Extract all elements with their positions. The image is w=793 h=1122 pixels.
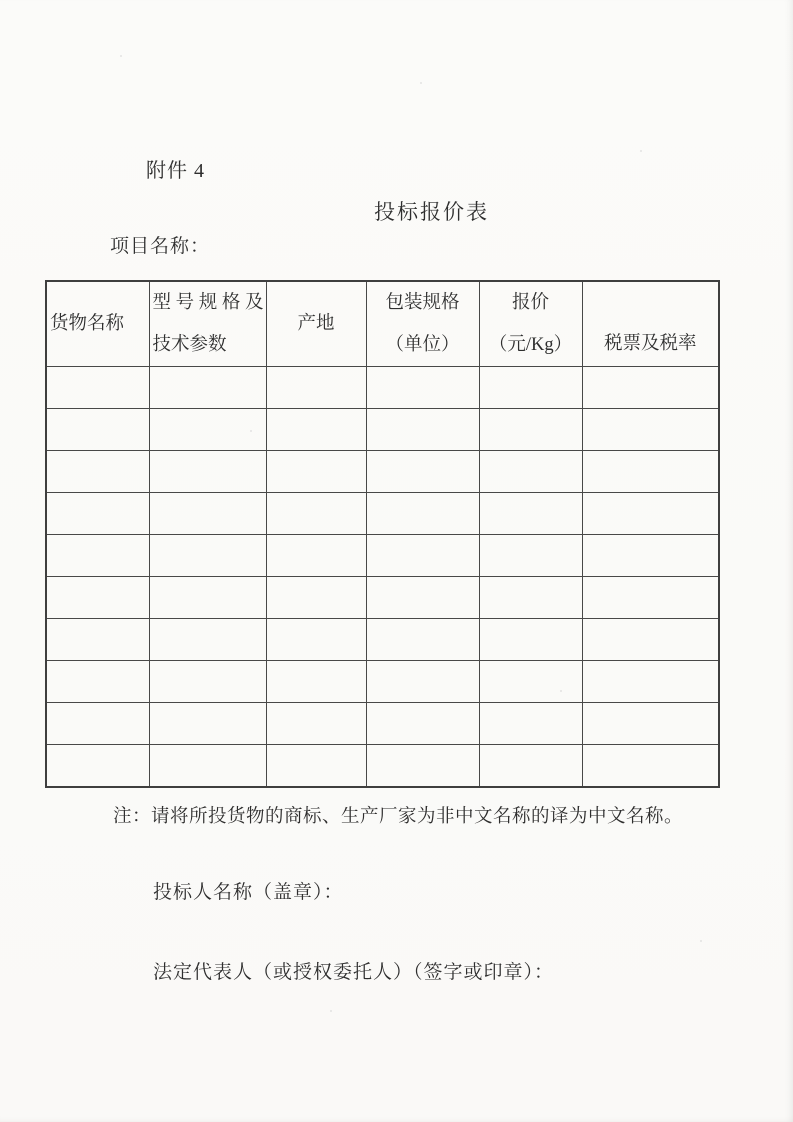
empty-cell bbox=[366, 703, 479, 745]
empty-cell bbox=[582, 367, 719, 409]
column-header-tax-rate bbox=[582, 281, 719, 367]
empty-table-row bbox=[46, 493, 719, 535]
empty-cell bbox=[46, 661, 149, 703]
empty-cell bbox=[366, 451, 479, 493]
empty-cell bbox=[46, 577, 149, 619]
empty-cell bbox=[149, 451, 266, 493]
empty-cell bbox=[149, 535, 266, 577]
attachment-label: 附件 4 bbox=[146, 160, 205, 182]
empty-cell bbox=[582, 409, 719, 451]
empty-cell bbox=[149, 745, 266, 787]
empty-cell bbox=[266, 451, 366, 493]
column-header-label-line2: （单位） bbox=[385, 335, 460, 355]
scan-noise-dot bbox=[420, 82, 422, 84]
empty-table-row bbox=[46, 535, 719, 577]
column-header-packaging-spec bbox=[366, 281, 479, 367]
scan-noise-dot bbox=[560, 690, 562, 692]
project-name-label: 项目名称： bbox=[110, 236, 211, 257]
empty-table-row bbox=[46, 577, 719, 619]
scan-noise-dot bbox=[120, 55, 122, 57]
empty-table-row bbox=[46, 745, 719, 787]
empty-cell bbox=[266, 577, 366, 619]
empty-cell bbox=[149, 619, 266, 661]
empty-cell bbox=[266, 367, 366, 409]
empty-cell bbox=[366, 493, 479, 535]
empty-cell bbox=[149, 367, 266, 409]
empty-table-row bbox=[46, 409, 719, 451]
scan-noise-dot bbox=[700, 940, 702, 942]
empty-table-row bbox=[46, 367, 719, 409]
empty-cell bbox=[582, 535, 719, 577]
empty-cell bbox=[582, 619, 719, 661]
scan-noise-dot bbox=[250, 430, 252, 432]
empty-cell bbox=[266, 409, 366, 451]
empty-cell bbox=[46, 535, 149, 577]
empty-cell bbox=[582, 451, 719, 493]
empty-cell bbox=[366, 409, 479, 451]
column-header-label-line1: 报价 bbox=[511, 293, 549, 313]
empty-cell bbox=[479, 703, 582, 745]
empty-cell bbox=[266, 619, 366, 661]
note-text: 注：请将所投货物的商标、生产厂家为非中文名称的译为中文名称。 bbox=[113, 807, 684, 827]
page-title: 投标报价表 bbox=[374, 200, 489, 224]
column-header-goods-name bbox=[46, 281, 149, 367]
table-header-row bbox=[46, 281, 719, 367]
empty-cell bbox=[366, 577, 479, 619]
empty-cell bbox=[479, 493, 582, 535]
empty-cell bbox=[479, 745, 582, 787]
quotation-table bbox=[45, 280, 720, 788]
empty-cell bbox=[366, 745, 479, 787]
empty-cell bbox=[582, 745, 719, 787]
empty-cell bbox=[366, 661, 479, 703]
empty-cell bbox=[46, 745, 149, 787]
column-header-label: 税票及税率 bbox=[603, 334, 697, 354]
bidder-name-label: 投标人名称（盖章）： bbox=[153, 882, 344, 903]
column-header-price bbox=[479, 281, 582, 367]
empty-cell bbox=[582, 493, 719, 535]
legal-representative-label: 法定代表人（或授权委托人）（签字或印章）： bbox=[153, 962, 555, 983]
empty-cell bbox=[479, 535, 582, 577]
empty-cell bbox=[266, 535, 366, 577]
column-header-label-line1: 包装规格 bbox=[385, 293, 460, 313]
empty-cell bbox=[149, 409, 266, 451]
empty-cell bbox=[479, 367, 582, 409]
empty-cell bbox=[479, 451, 582, 493]
column-header-label: 货物名称 bbox=[50, 314, 125, 334]
empty-cell bbox=[46, 619, 149, 661]
empty-cell bbox=[366, 535, 479, 577]
empty-cell bbox=[149, 577, 266, 619]
empty-table-row bbox=[46, 451, 719, 493]
empty-cell bbox=[582, 703, 719, 745]
empty-cell bbox=[479, 409, 582, 451]
empty-cell bbox=[366, 367, 479, 409]
scan-noise-dot bbox=[640, 150, 642, 152]
empty-cell bbox=[46, 409, 149, 451]
empty-cell bbox=[149, 493, 266, 535]
empty-cell bbox=[266, 703, 366, 745]
column-header-origin bbox=[266, 281, 366, 367]
column-header-label-line2: 技术参数 bbox=[152, 335, 227, 355]
column-header-label-line1: 型 号 规 格 及 bbox=[152, 293, 264, 313]
empty-cell bbox=[46, 367, 149, 409]
empty-cell bbox=[479, 661, 582, 703]
empty-cell bbox=[149, 661, 266, 703]
empty-cell bbox=[266, 661, 366, 703]
empty-cell bbox=[582, 577, 719, 619]
empty-table-row bbox=[46, 619, 719, 661]
column-header-label: 产地 bbox=[297, 314, 335, 334]
empty-cell bbox=[149, 703, 266, 745]
empty-table-row bbox=[46, 661, 719, 703]
scan-noise-dot bbox=[330, 1010, 332, 1012]
empty-cell bbox=[582, 661, 719, 703]
empty-cell bbox=[266, 745, 366, 787]
column-header-model-spec bbox=[149, 281, 266, 367]
empty-cell bbox=[46, 703, 149, 745]
column-header-label-line2: （元/Kg） bbox=[488, 335, 573, 355]
empty-table-row bbox=[46, 703, 719, 745]
empty-cell bbox=[479, 577, 582, 619]
empty-cell bbox=[46, 493, 149, 535]
empty-cell bbox=[46, 451, 149, 493]
empty-cell bbox=[479, 619, 582, 661]
empty-cell bbox=[366, 619, 479, 661]
empty-cell bbox=[266, 493, 366, 535]
